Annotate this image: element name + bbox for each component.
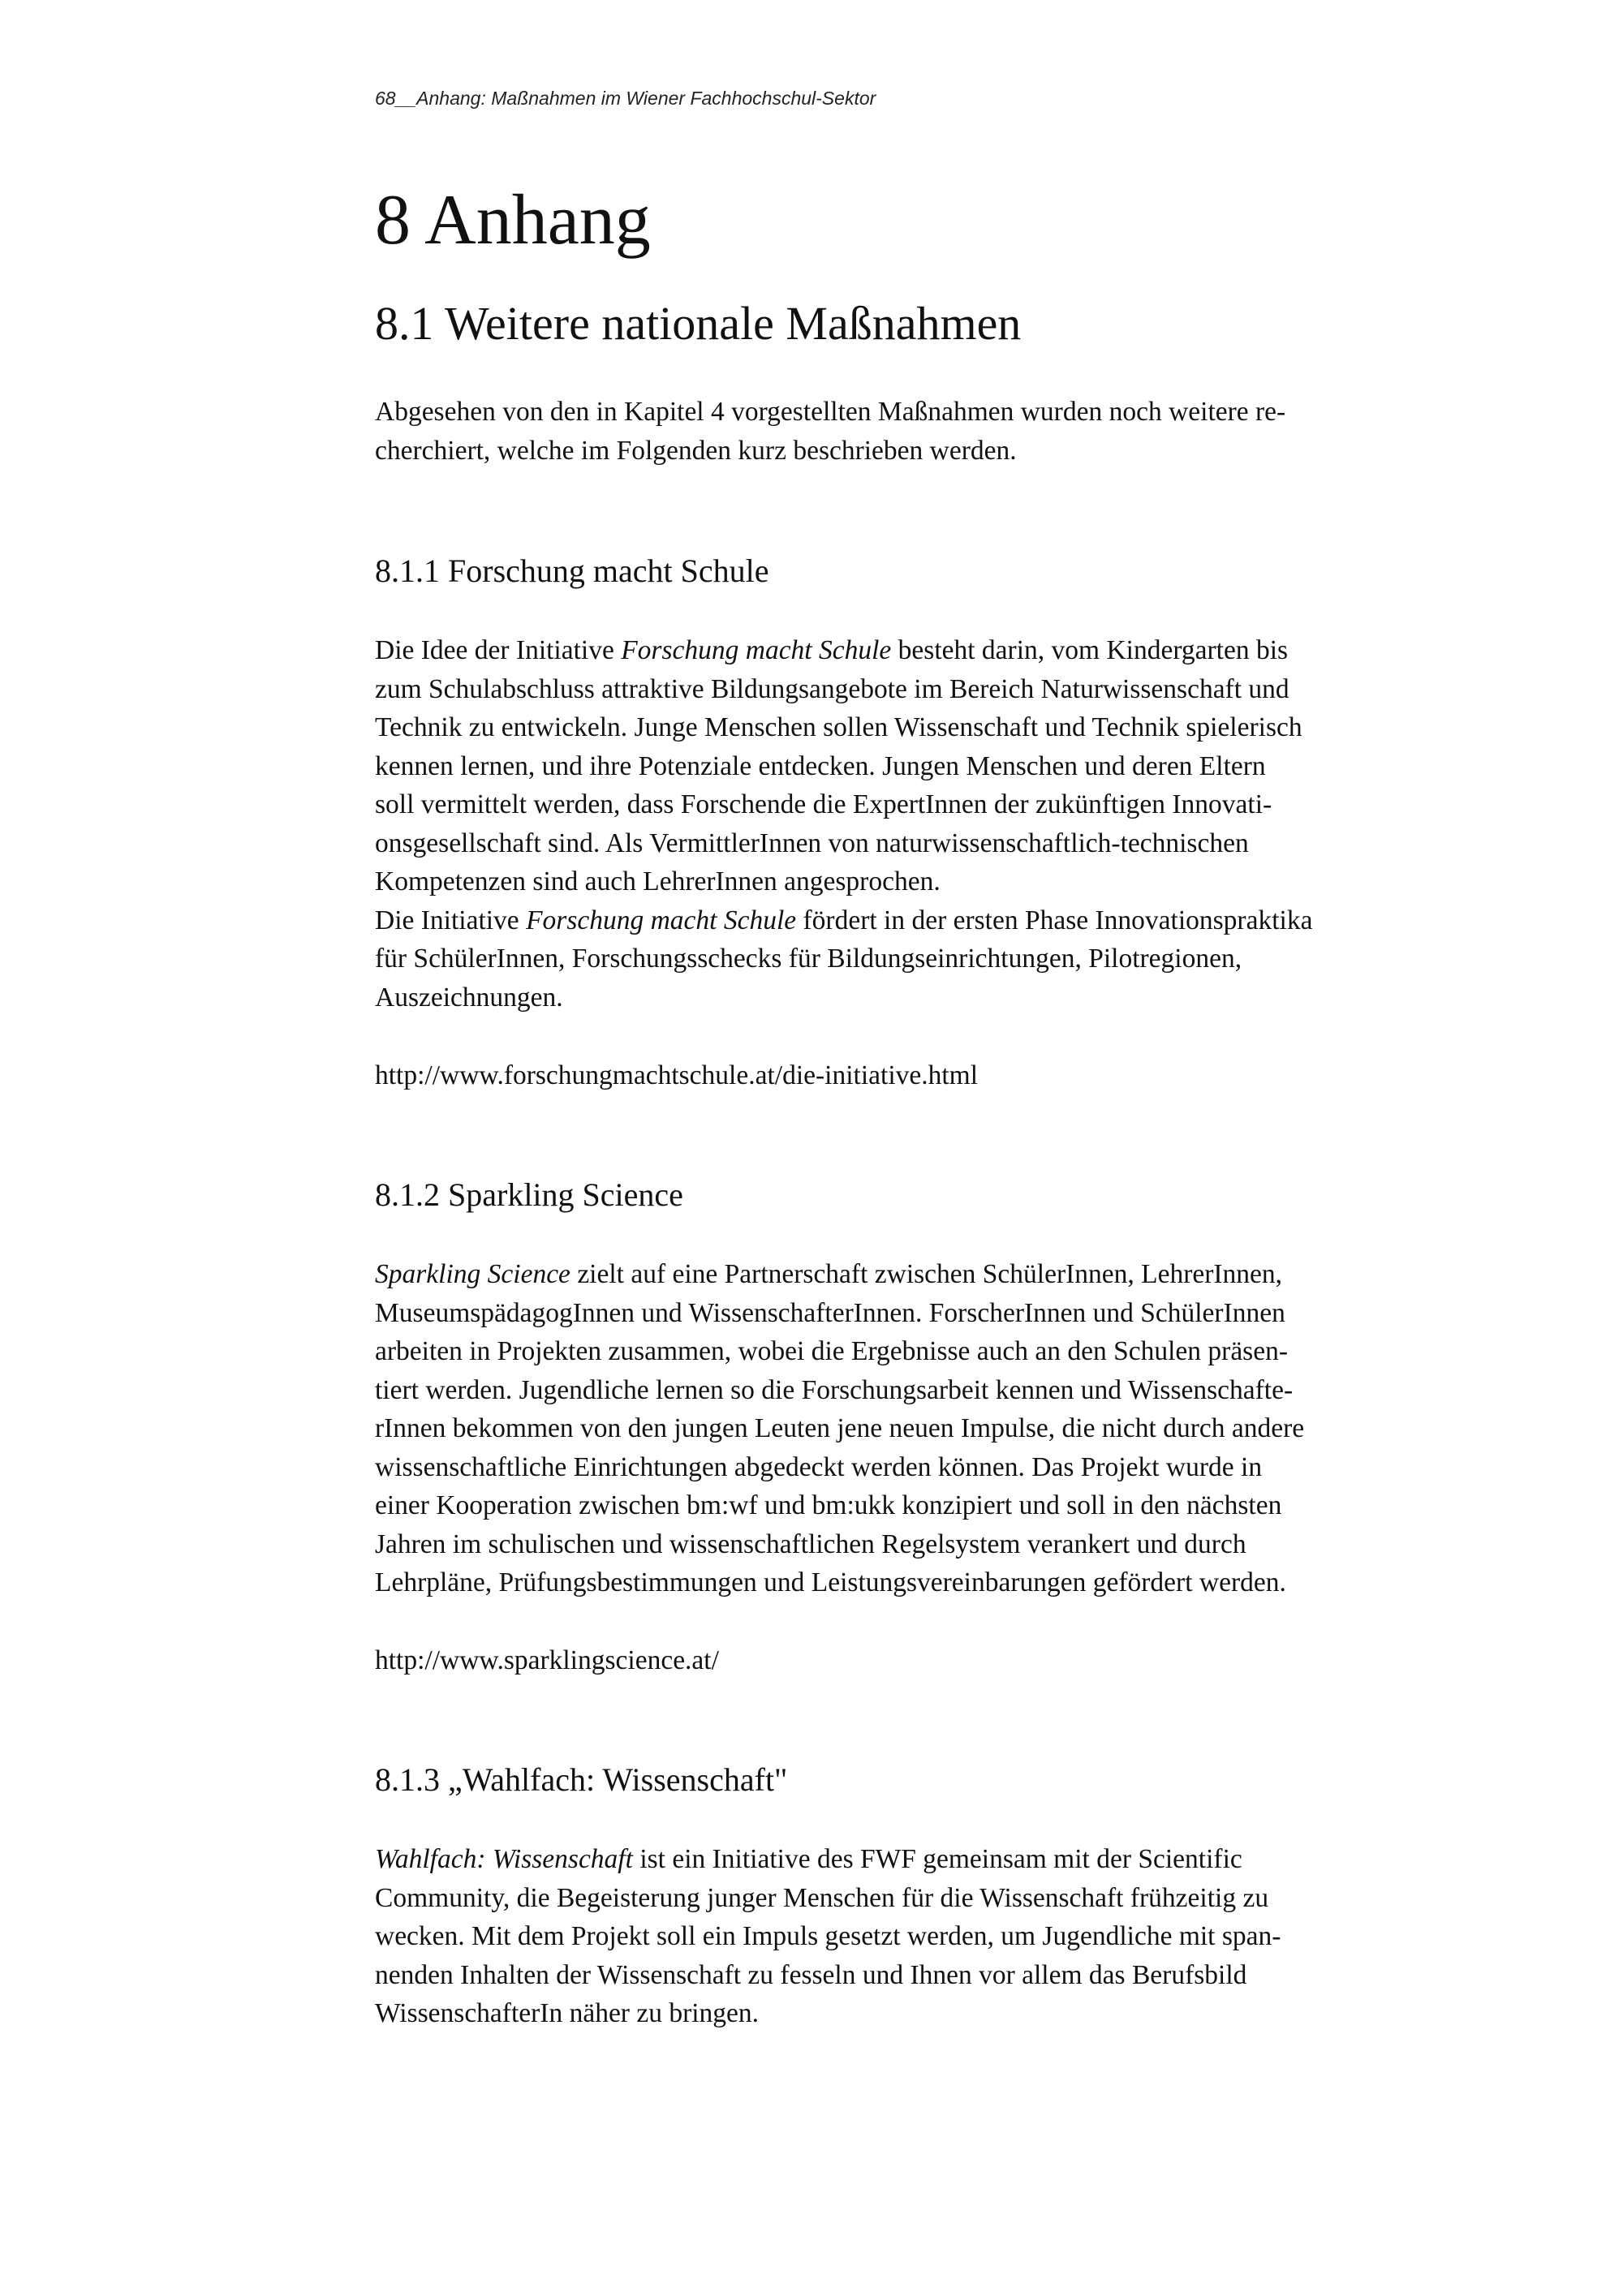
text-line: onsgesellschaft sind. Als VermittlerInnen von naturwissenschaftlich-technischen (375, 828, 1249, 858)
text-line: Abgesehen von den in Kapitel 4 vorgestellten Maßnahmen wurden noch weitere re- (375, 397, 1286, 427)
text-line: Auszeichnungen. (375, 982, 563, 1013)
text-line: wecken. Mit dem Projekt soll ein Impuls gesetzt werden, um Jugendliche mit span- (375, 1921, 1281, 1951)
text-line: wissenschaftliche Einrichtungen abgedeckt werden können. Das Projekt wurde in (375, 1451, 1263, 1482)
text-line (375, 1840, 1430, 1879)
section-intro-paragraph (375, 393, 1430, 470)
text-line: Community, die Begeisterung junger Menschen für die Wissenschaft frühzeitig zu (375, 1882, 1269, 1913)
chapter-title: 8 Anhang (375, 181, 651, 260)
text-run: zielt auf eine Partnerschaft zwischen SchülerInnen, LehrerInnen, (570, 1259, 1283, 1289)
text-run: fördert in der ersten Phase Innovationspraktika (796, 905, 1313, 935)
forschung-url: http://www.forschungmachtschule.at/die-initiative.html (375, 1060, 979, 1090)
text-line: kennen lernen, und ihre Potenziale entdecken. Jungen Menschen und deren Eltern (375, 750, 1266, 781)
text-line: zum Schulabschluss attraktive Bildungsangebote im Bereich Naturwissenschaft und (375, 673, 1289, 704)
section-title: 8.1 Weitere nationale Maßnahmen (375, 297, 1022, 350)
subsection-title-sparkling: 8.1.2 Sparkling Science (375, 1176, 683, 1213)
subsection-title-wahlfach: 8.1.3 „Wahlfach: Wissenschaft" (375, 1761, 788, 1798)
text-line (375, 631, 1430, 670)
text-line: Kompetenzen sind auch LehrerInnen angesprochen. (375, 866, 941, 896)
text-line: cherchiert, welche im Folgenden kurz beschrieben werden. (375, 435, 1017, 466)
emphasis-title: Wahlfach: Wissenschaft (375, 1844, 633, 1874)
emphasis-title: Sparkling Science (375, 1259, 570, 1289)
text-line (375, 901, 1430, 940)
text-line: Technik zu entwickeln. Junge Menschen sollen Wissenschaft und Technik spielerisch (375, 712, 1302, 742)
sparkling-paragraph (375, 1255, 1430, 1602)
emphasis-title: Forschung macht Schule (526, 905, 797, 935)
text-line: einer Kooperation zwischen bm:wf und bm:ukk konzipiert und soll in den nächsten (375, 1490, 1282, 1520)
subsection-title-forschung: 8.1.1 Forschung macht Schule (375, 553, 769, 589)
text-line: rInnen bekommen von den jungen Leuten jene neuen Impulse, die nicht durch andere (375, 1413, 1305, 1443)
running-header: 68__Anhang: Maßnahmen im Wiener Fachhochschul-Sektor (375, 88, 876, 109)
text-run: Die Idee der Initiative (375, 635, 622, 665)
wahlfach-paragraph (375, 1840, 1430, 2033)
text-line: nenden Inhalten der Wissenschaft zu fesseln und Ihnen vor allem das Berufsbild (375, 1959, 1247, 1990)
text-line: Lehrpläne, Prüfungsbestimmungen und Leistungsvereinbarungen gefördert werden. (375, 1567, 1286, 1597)
text-run: besteht darin, vom Kindergarten bis (891, 635, 1289, 665)
text-line: arbeiten in Projekten zusammen, wobei die Ergebnisse auch an den Schulen präsen- (375, 1336, 1288, 1366)
text-line: Jahren im schulischen und wissenschaftlichen Regelsystem verankert und durch (375, 1529, 1246, 1559)
emphasis-title: Forschung macht Schule (621, 635, 892, 665)
text-line: soll vermittelt werden, dass Forschende die ExpertInnen der zukünftigen Innovati- (375, 789, 1272, 819)
text-run: Die Initiative (375, 905, 527, 935)
text-line: für SchülerInnen, Forschungsschecks für Bildungseinrichtungen, Pilotregionen, (375, 944, 1242, 974)
text-line: WissenschafterIn näher zu bringen. (375, 1998, 760, 2028)
sparkling-url: http://www.sparklingscience.at/ (375, 1645, 719, 1675)
text-run: ist ein Initiative des FWF gemeinsam mit der Scientific (632, 1844, 1242, 1874)
text-line: MuseumspädagogInnen und WissenschafterInnen. ForscherInnen und SchülerInnen (375, 1297, 1285, 1328)
text-line (375, 1255, 1430, 1294)
forschung-paragraph (375, 631, 1430, 1017)
text-line: tiert werden. Jugendliche lernen so die Forschungsarbeit kennen und Wissenschafte- (375, 1374, 1294, 1405)
